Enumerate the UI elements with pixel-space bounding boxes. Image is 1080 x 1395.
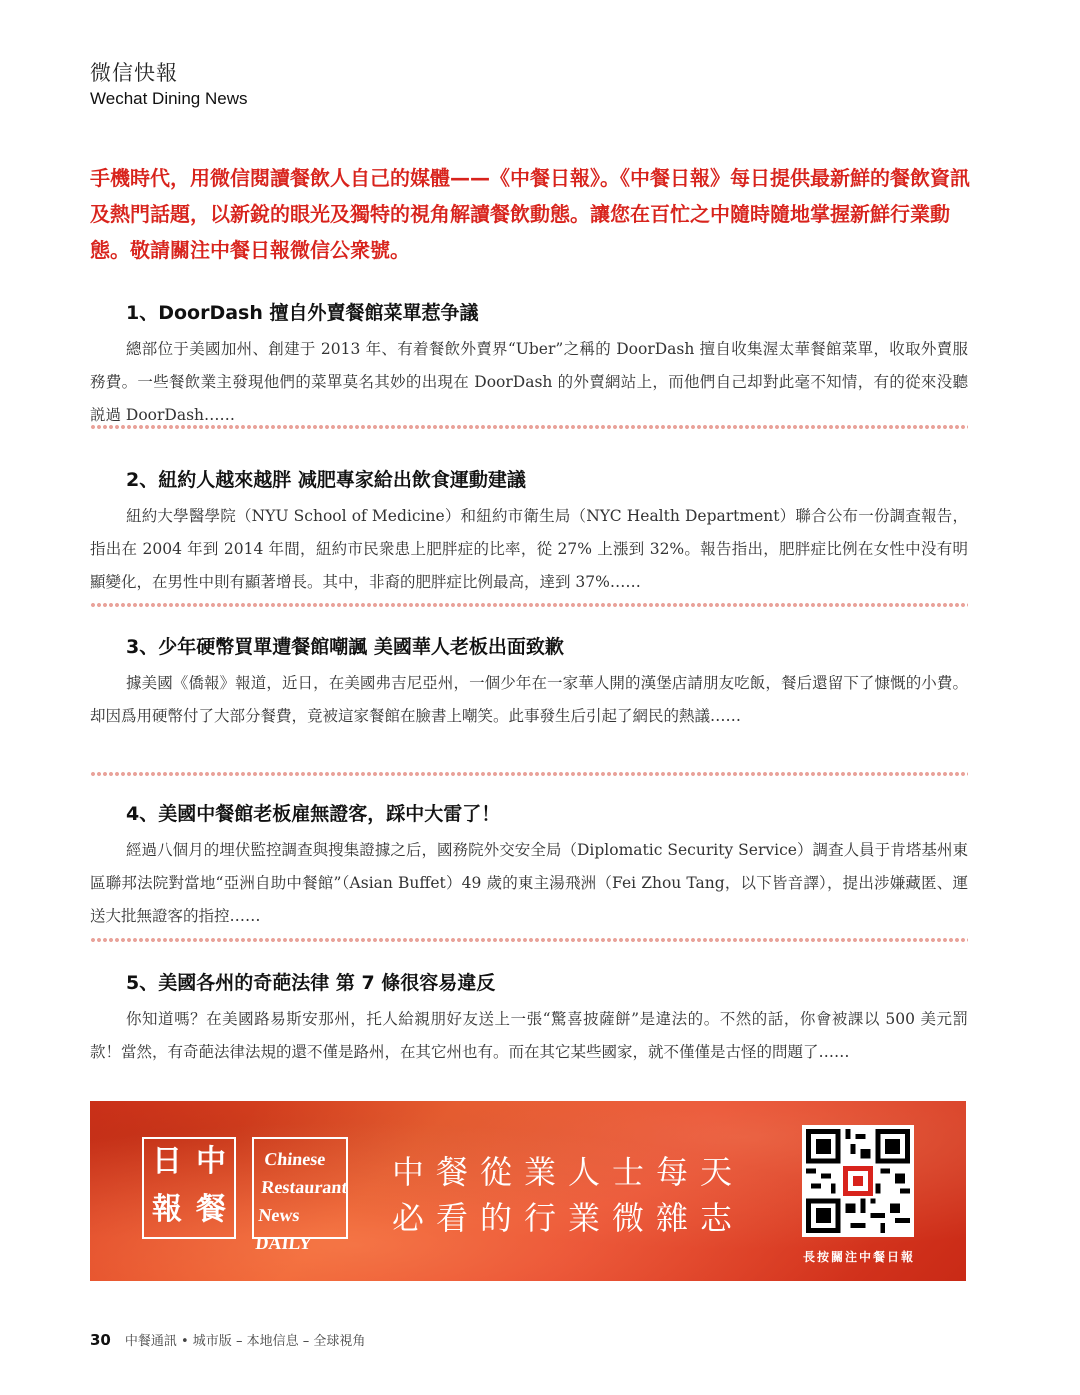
logo-en-line: Chinese xyxy=(263,1149,327,1169)
logo-char: 餐 xyxy=(196,1192,226,1227)
divider xyxy=(90,602,968,608)
qr-code-icon[interactable] xyxy=(802,1125,914,1237)
article-title: 4、美國中餐館老板雇無證客，踩中大雷了！ xyxy=(126,803,501,825)
logo-english-text xyxy=(254,1145,348,1257)
banner-slogan xyxy=(392,1149,744,1241)
logo-en-line: Restaurant xyxy=(260,1177,349,1197)
section-title-zh: 微信快報 xyxy=(90,61,178,85)
logo-english xyxy=(252,1137,349,1253)
article-body: 總部位于美國加州、創建于 2013 年、有着餐飲外賣界“Uber”之稱的 DoorDash 擅自收集渥太華餐館菜單，收取外賣服務費。一些餐飲業主發現他們的菜單莫名其妙的出現在 DoorDash 的外賣網站上，而他們自己却對此毫不知情，有的從來没聽説過 DoorDash…… xyxy=(90,340,968,424)
article-4 xyxy=(90,799,968,933)
logo-char: 日 xyxy=(152,1144,182,1179)
article-5 xyxy=(90,968,968,1069)
article-1 xyxy=(90,298,968,432)
logo-char: 報 xyxy=(152,1192,182,1227)
article-title: 1、DoorDash 擅自外賣餐館菜單惹争議 xyxy=(126,302,479,324)
logo-en-line: News DAILY xyxy=(254,1205,313,1253)
intro-paragraph: 手機時代，用微信閱讀餐飲人自己的媒體——《中餐日報》。《中餐日報》每日提供最新鮮的餐飲資訊及熱門話題，以新銳的眼光及獨特的視角解讀餐飲動態。讓您在百忙之中隨時隨地掌握新鮮行業動態。敬請關注中餐日報微信公衆號。 xyxy=(90,166,970,262)
article-body: 經過八個月的埋伏監控調查與搜集證據之后，國務院外交安全局（Diplomatic Security Service）調查人員于肯塔基州東區聯邦法院對當地“亞洲自助中餐館”（Asian Buffet）49 歲的東主湯飛洲（Fei Zhou Tang，以下皆音譯），提出涉嫌藏匿、運送大批無證客的指控…… xyxy=(90,841,968,925)
article-title: 2、紐約人越來越胖 减肥專家給出飲食運動建議 xyxy=(126,469,526,491)
article-body: 紐約大學醫學院（NYU School of Medicine）和紐約市衛生局（NYC Health Department）聯合公布一份調查報告，指出在 2004 年到 2014 年間，紐約市民衆患上肥胖症的比率，從 27% 上漲到 32%。報告指出，肥胖症比例在女性中没有明顯變化，在男性中則有顯著增長。其中，非裔的肥胖症比例最高，達到 37%…… xyxy=(90,507,968,591)
slogan-line-1: 中餐從業人士每天 xyxy=(392,1153,745,1191)
article-body: 你知道嗎？在美國路易斯安那州，托人給親朋好友送上一張“驚喜披薩餅”是違法的。不然的話，你會被課以 500 美元罰款！當然，有奇葩法律法規的還不僅是路州，在其它州也有。而在其它某些國家，就不僅僅是古怪的問題了…… xyxy=(90,1010,968,1061)
slogan-line-2: 必看的行業微雜志 xyxy=(392,1199,745,1237)
page-footer xyxy=(90,1330,365,1349)
logo-char: 中 xyxy=(196,1144,226,1179)
divider xyxy=(90,937,968,943)
promo-banner[interactable] xyxy=(90,1101,966,1281)
divider xyxy=(90,771,968,777)
section-header xyxy=(90,57,247,109)
article-title: 3、少年硬幣買單遭餐館嘲諷 美國華人老板出面致歉 xyxy=(126,636,564,658)
article-body: 據美國《僑報》報道，近日，在美國弗吉尼亞州，一個少年在一家華人開的漢堡店請朋友吃飯，餐后還留下了慷慨的小費。却因爲用硬幣付了大部分餐費，竟被這家餐館在臉書上嘲笑。此事發生后引起了網民的熱議…… xyxy=(90,674,968,725)
divider xyxy=(90,424,968,430)
article-title: 5、美國各州的奇葩法律 第 7 條很容易違反 xyxy=(126,972,496,994)
footer-text: 中餐通訊 • 城市版 – 本地信息 – 全球視角 xyxy=(124,1334,366,1349)
logo-chinese xyxy=(142,1137,236,1239)
article-2 xyxy=(90,465,968,599)
article-3 xyxy=(90,632,968,733)
page-number: 30 xyxy=(90,1331,111,1349)
section-title-en: Wechat Dining News xyxy=(90,89,248,108)
qr-caption: 長按關注中餐日報 xyxy=(803,1250,916,1264)
